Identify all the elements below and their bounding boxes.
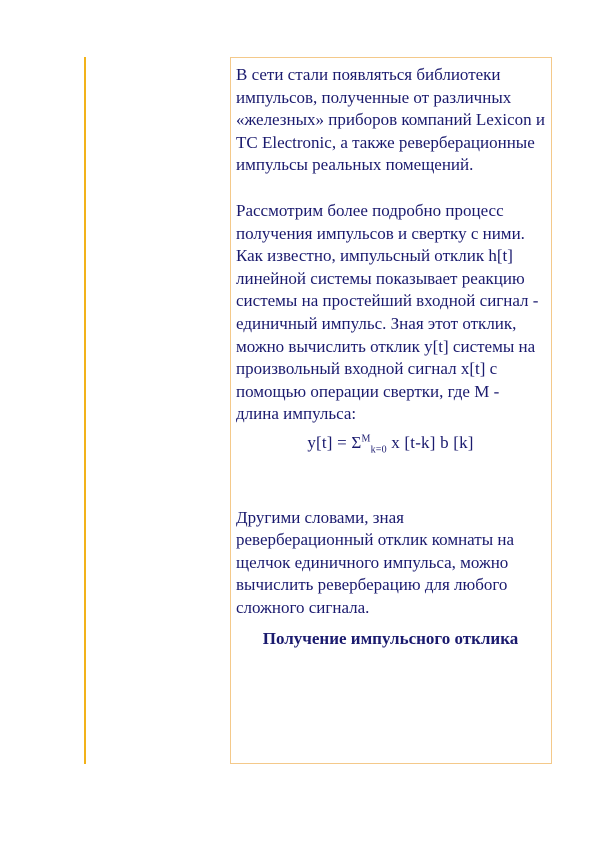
paragraph-convolution: Рассмотрим более подробно процесс получения импульсов и свертку с ними. Как известно, импульсный отклик h[t] линейной системы показывает реакцию системы на простейший входной сигнал - единичный импульс. Зная этот отклик, можно вычислить отклик y[t] системы на произвольный входной сигнал x[t] с помощью операции свертки, где M - длина импульса: [236,200,539,424]
formula-lower-limit: k=0 [370,444,387,456]
convolution-formula [236,432,545,455]
formula-upper-limit: M [361,433,371,445]
text-box [230,57,552,764]
left-margin-rule [84,57,86,764]
paragraph-conclusion: Другими словами, зная реверберационный отклик комнаты на щелчок единичного импульса, можно вычислить реверберацию для любого сложного сигнала. [236,507,515,617]
paragraph-spacer [236,455,545,507]
formula-lhs: y[t] = Σ [307,432,362,452]
paragraph-libraries: В сети стали появляться библиотеки импульсов, полученные от различных «железных» приборов компаний Lexicon и TC Electronic, а также реверберационные импульсы реальных помещений. [236,65,545,175]
paragraph-spacer [236,177,545,200]
section-heading: Получение импульсного отклика [262,629,519,649]
formula-rhs: x [t-k] b [k] [386,432,474,452]
